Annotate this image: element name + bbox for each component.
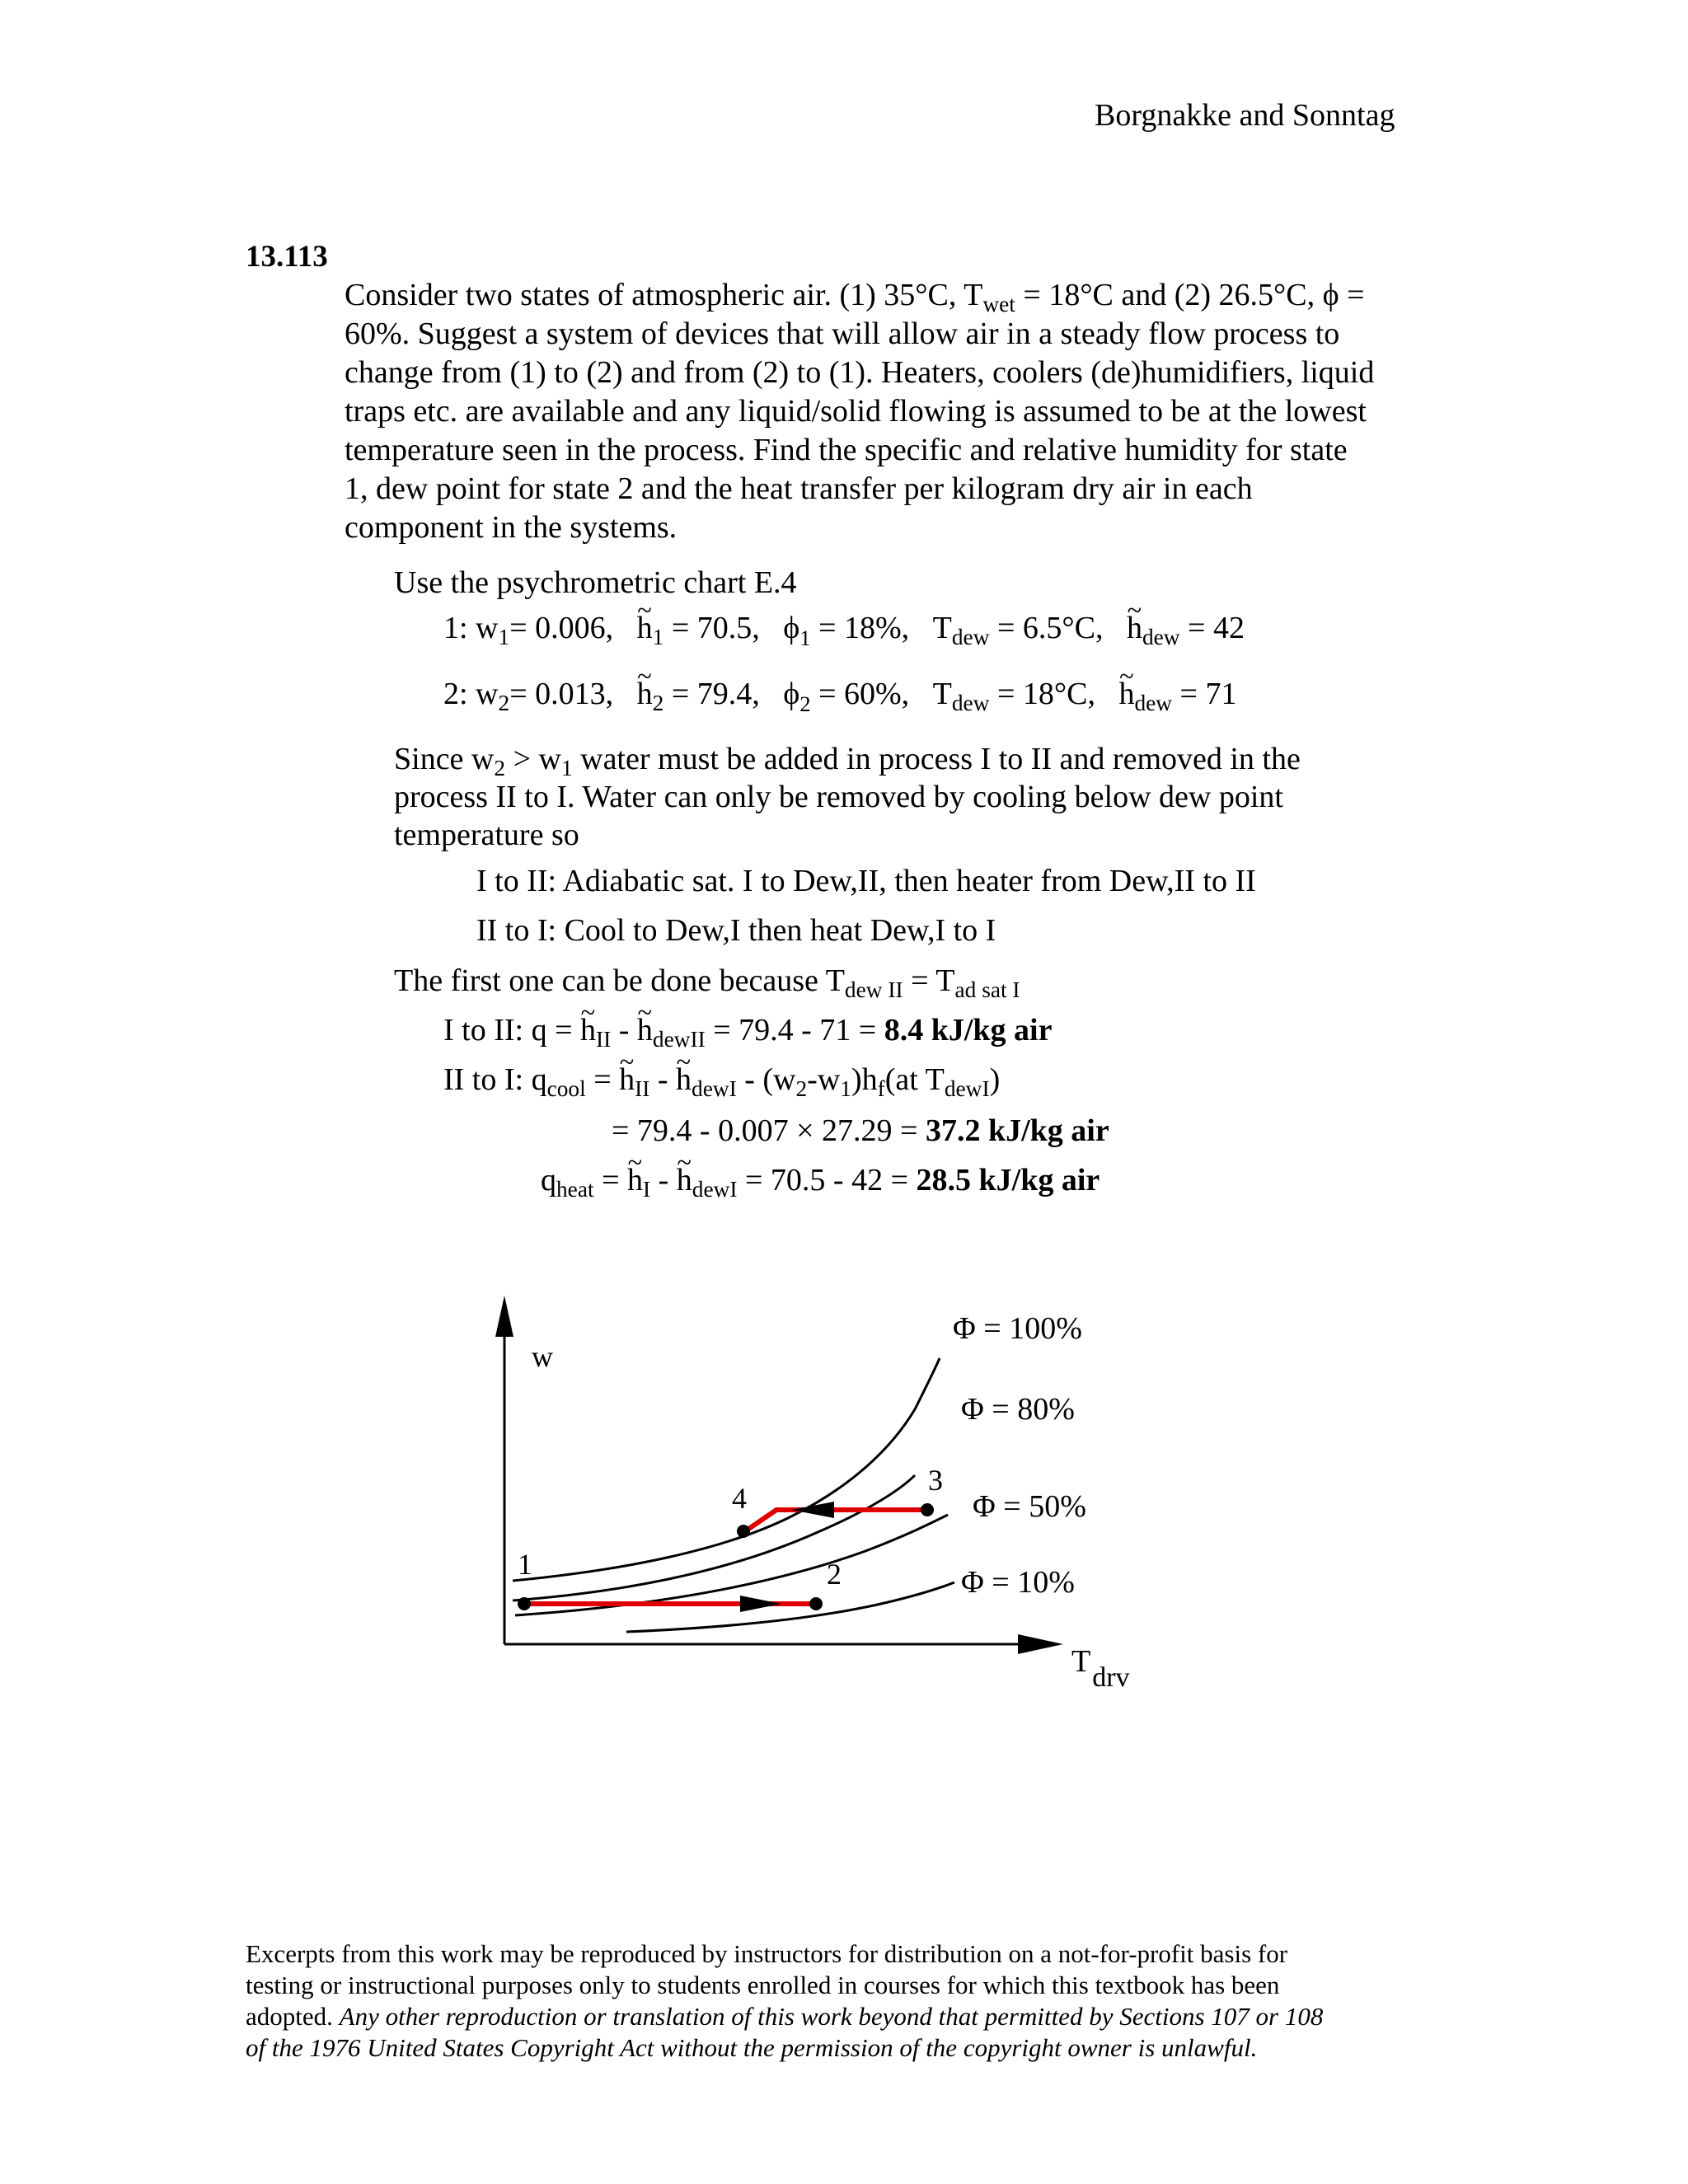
curve-label-80: Φ = 80% [961, 1392, 1075, 1427]
point-label-1: 1 [518, 1548, 532, 1581]
state1-row: 1: $w_1= 0.006$, ~ $h_1 = 70.5$, $\phi_1 = 18\%$, $T_{dew} = 6.5^\circ C$, ~ $h_{dew} = 42$ [443, 610, 1245, 646]
x-axis-arrow [1018, 1634, 1063, 1654]
footer-line-3: adopted. Any other reproduction or translation of this work beyond that permitted by Sections 107 or 108 [246, 2002, 1324, 2031]
state-point-4 [737, 1525, 750, 1538]
step-2: II to I: Cool to Dew,I then heat Dew,I to I [476, 913, 996, 948]
step-1: I to II: Adiabatic sat. I to Dew,II, then heater from Dew,II to II [476, 864, 1256, 898]
footer-line-2: testing or instructional purposes only to students enrolled in courses for which this textbook has been [246, 1971, 1280, 1999]
statement-line-4: traps etc. are available and any liquid/solid flowing is assumed to be at the lowest [345, 394, 1367, 429]
equation-q4: $q_{heat}$ = ~ $h_I$ - ~ $h_{dewI} = 70.5 - 42 = 28.5$ kJ/kg air [541, 1162, 1100, 1198]
statement-line-1: Consider two states of atmospheric air. (1) 35°C, $T_{wet} = 18^\circ C$ and (2) 26.5°C, ϕ = [345, 278, 1365, 317]
header-authors: Borgnakke and Sonntag [1095, 98, 1395, 133]
y-axis-label: w [532, 1340, 553, 1373]
statement-line-5: temperature seen in the process. Find the specific and relative humidity for state [345, 433, 1348, 467]
curve-label-100: Φ = 100% [953, 1311, 1082, 1346]
process-line-3-4 [745, 1510, 927, 1531]
since-line-2: process II to I. Water can only be removed by cooling below dew point [394, 780, 1283, 814]
curve-phi-80 [513, 1475, 915, 1601]
since-line-1: Since $w_2 > w_1$ water must be added in process I to II and removed in the [394, 742, 1301, 781]
statement-line-3: change from (1) to (2) and from (2) to (1). Heaters, coolers (de)humidifiers, liquid [345, 355, 1375, 390]
problem-number: 13.113 [246, 240, 328, 274]
curve-phi-50 [515, 1515, 948, 1615]
curve-phi-10 [626, 1582, 954, 1632]
first-one-text: The first one can be done because $T_{dew II} = T_{ad sat I}$ [394, 963, 1020, 1003]
state2-row: 2: $w_2= 0.013$, ~ $h_2 = 79.4$, $\phi_2 = 60\%$, $T_{dew} = 18^\circ C$, ~ $h_{dew} = 71$ [443, 676, 1236, 712]
statement-line-2: 60%. Suggest a system of devices that will allow air in a steady flow process to [345, 316, 1340, 351]
statement-line-7: component in the systems. [345, 510, 678, 545]
process-arrow-1-2 [740, 1596, 781, 1612]
y-axis-arrow [495, 1296, 513, 1337]
equation-q1: I to II: q = ~ $h_{II}$ - ~ $h_{dewII} = 79.4 - 71 = 8.4$ kJ/kg air [443, 1012, 1052, 1048]
statement-line-6: 1, dew point for state 2 and the heat transfer per kilogram dry air in each [345, 471, 1253, 506]
state-point-1 [518, 1597, 531, 1610]
state-point-3 [921, 1503, 934, 1516]
equation-q2: II to I: $q_{cool}$ = ~ $h_{II}$ - ~ $h_{dewI} - (w_2-w_1)h_f(at$ $T_{dewI}$) [443, 1062, 1000, 1098]
footer-line-4: of the 1976 United States Copyright Act without the permission of the copyright owner is unlawful. [246, 2033, 1258, 2062]
equation-q3: = 79.4 - 0.007 × 27.29 = 37.2 kJ/kg air [612, 1113, 1109, 1148]
footer-line-1: Excerpts from this work may be reproduced by instructors for distribution on a not-for-profit basis for [246, 1939, 1288, 1968]
since-line-3: temperature so [394, 818, 579, 852]
copyright-footer [246, 1938, 1441, 2064]
state-point-2 [809, 1597, 823, 1610]
point-label-4: 4 [732, 1482, 747, 1515]
point-label-2: 2 [827, 1558, 842, 1591]
use-chart-text: Use the psychrometric chart E.4 [394, 565, 797, 600]
curve-label-50: Φ = 50% [973, 1489, 1086, 1524]
curve-label-10: Φ = 10% [961, 1565, 1075, 1600]
point-label-3: 3 [928, 1464, 943, 1497]
x-axis-label: Tdrv [1071, 1644, 1130, 1693]
